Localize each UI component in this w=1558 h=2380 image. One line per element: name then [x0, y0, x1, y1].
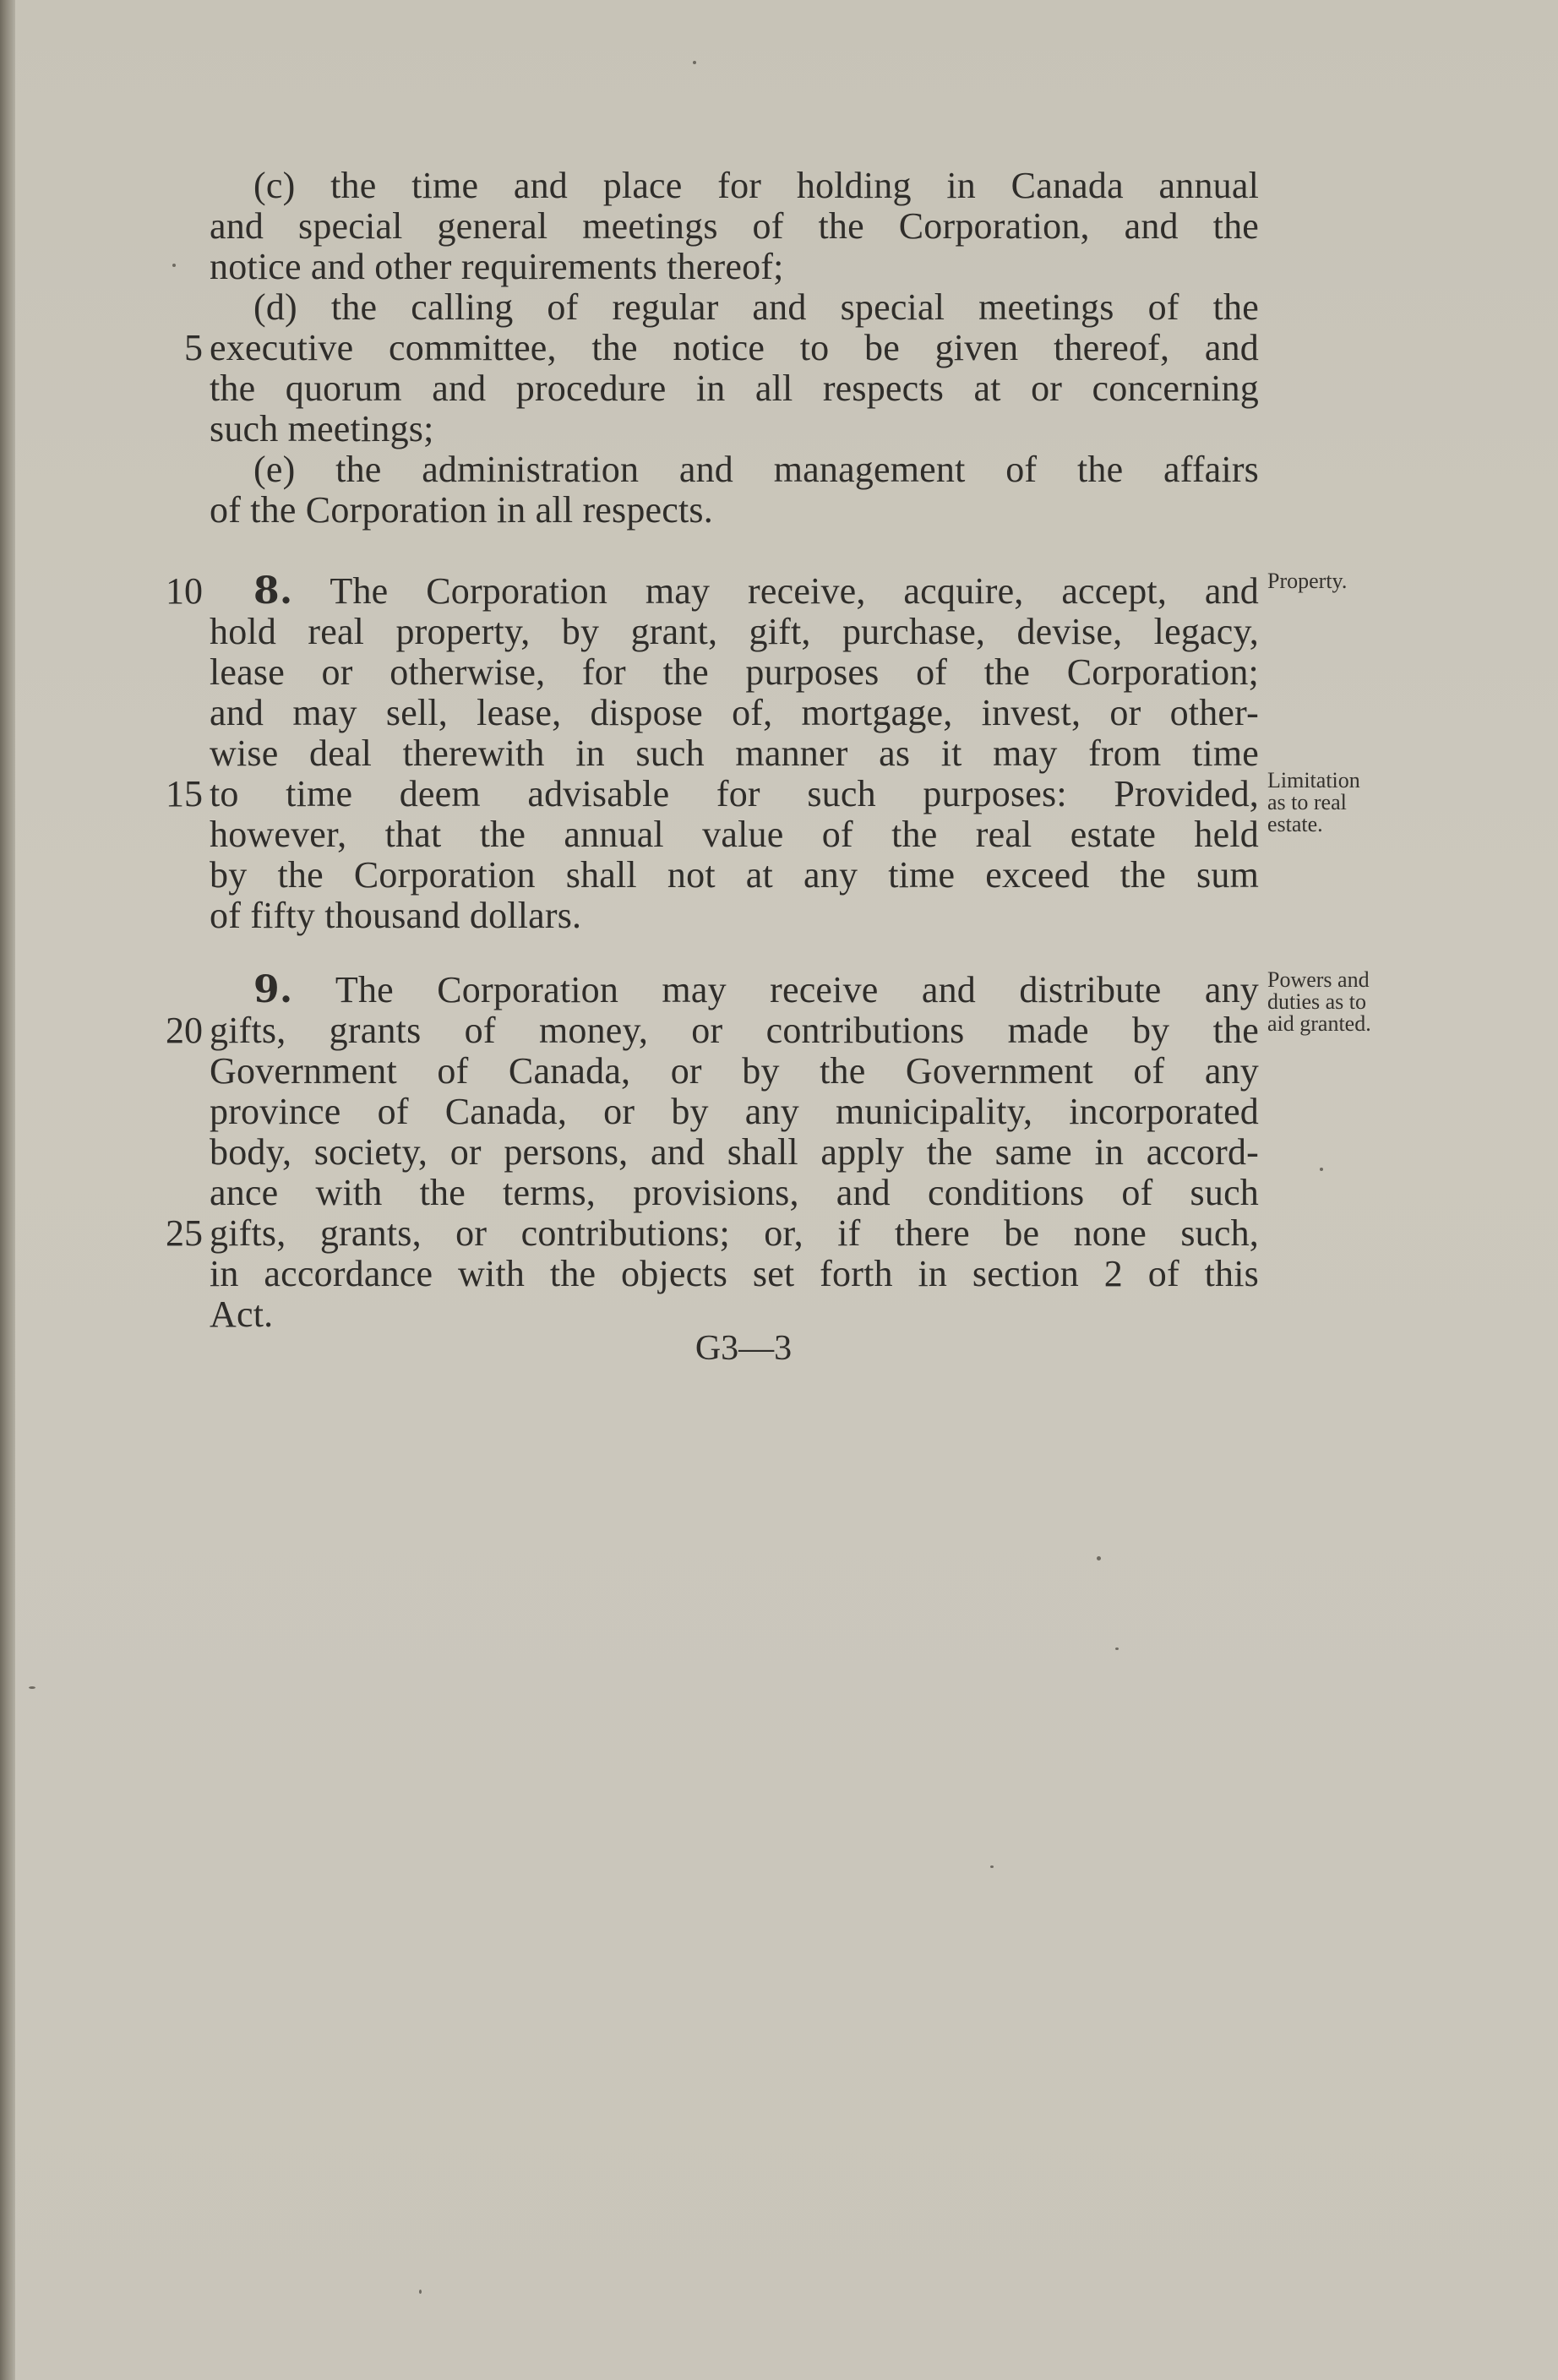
text-line: the quorum and procedure in all respects at or concerning: [210, 368, 1259, 409]
line-number: 5: [184, 327, 203, 368]
paper-speck: [172, 264, 176, 267]
text-line: such meetings;: [210, 408, 434, 449]
line-number: 25: [166, 1212, 203, 1254]
binding-edge: [0, 0, 15, 2380]
text-line: body, society, or persons, and shall apply the same in accord-: [210, 1131, 1259, 1173]
text-line: executive committee, the notice to be given thereof, and: [210, 327, 1259, 368]
text-line: of fifty thousand dollars.: [210, 895, 582, 936]
text-line: gifts, grants, or contributions; or, if there be none such,: [210, 1212, 1259, 1254]
page-identifier: G3—3: [695, 1329, 793, 1368]
text-line: hold real property, by grant, gift, purchase, devise, legacy,: [210, 611, 1259, 652]
text-line: wise deal therewith in such manner as it may from time: [210, 733, 1259, 774]
paper-speck: [990, 1865, 994, 1868]
text-line: in accordance with the objects set forth in section 2 of this: [210, 1253, 1259, 1294]
line-number: 15: [166, 773, 203, 814]
text-line: by the Corporation shall not at any time exceed the sum: [210, 854, 1259, 896]
text-line: gifts, grants of money, or contributions made by the: [210, 1010, 1259, 1051]
text-line: Act.: [210, 1293, 274, 1335]
paper-speck: [693, 61, 696, 64]
line-number: 20: [166, 1010, 203, 1051]
margin-note-property: Property.: [1267, 569, 1348, 593]
text-line: lease or otherwise, for the purposes of the Corporation;: [210, 651, 1259, 693]
section-number: 8.: [253, 569, 293, 613]
paper-speck: [29, 1686, 35, 1689]
margin-note-limitation: Limitation: [1267, 768, 1360, 792]
text-line: The Corporation may receive, acquire, accept, and: [330, 570, 1260, 612]
margin-note-powers: Powers and: [1267, 967, 1370, 992]
line-number: 10: [166, 570, 203, 612]
text-line: (e) the administration and management of the affairs: [253, 449, 1259, 490]
text-line: however, that the annual value of the real estate held: [210, 814, 1259, 855]
text-line: of the Corporation in all respects.: [210, 489, 713, 531]
margin-note-powers: aid granted.: [1267, 1011, 1371, 1036]
text-line: notice and other requirements thereof;: [210, 246, 784, 287]
margin-note-limitation: estate.: [1267, 812, 1323, 836]
paper-speck: [1320, 1168, 1323, 1171]
paper-speck: [1115, 1647, 1119, 1650]
paper-speck: [419, 2290, 422, 2294]
text-line: ance with the terms, provisions, and conditions of such: [210, 1172, 1259, 1213]
text-line: Government of Canada, or by the Government of any: [210, 1050, 1259, 1092]
text-line: and may sell, lease, dispose of, mortgage, invest, or other-: [210, 692, 1259, 733]
text-line: to time deem advisable for such purposes: Provided,: [210, 773, 1259, 814]
text-line: (d) the calling of regular and special meetings of the: [253, 286, 1259, 328]
text-line: province of Canada, or by any municipality, incorporated: [210, 1091, 1259, 1132]
section-8-first-line: [210, 571, 1259, 612]
section-number: 9.: [253, 968, 293, 1011]
margin-note-limitation: as to real: [1267, 790, 1347, 814]
paper-speck: [1097, 1556, 1101, 1560]
text-line: The Corporation may receive and distribute any: [335, 969, 1260, 1010]
section-9-first-line: [210, 970, 1259, 1010]
text-line: and special general meetings of the Corporation, and the: [210, 205, 1259, 247]
text-line: (c) the time and place for holding in Canada annual: [253, 165, 1259, 206]
margin-note-powers: duties as to: [1267, 989, 1366, 1014]
